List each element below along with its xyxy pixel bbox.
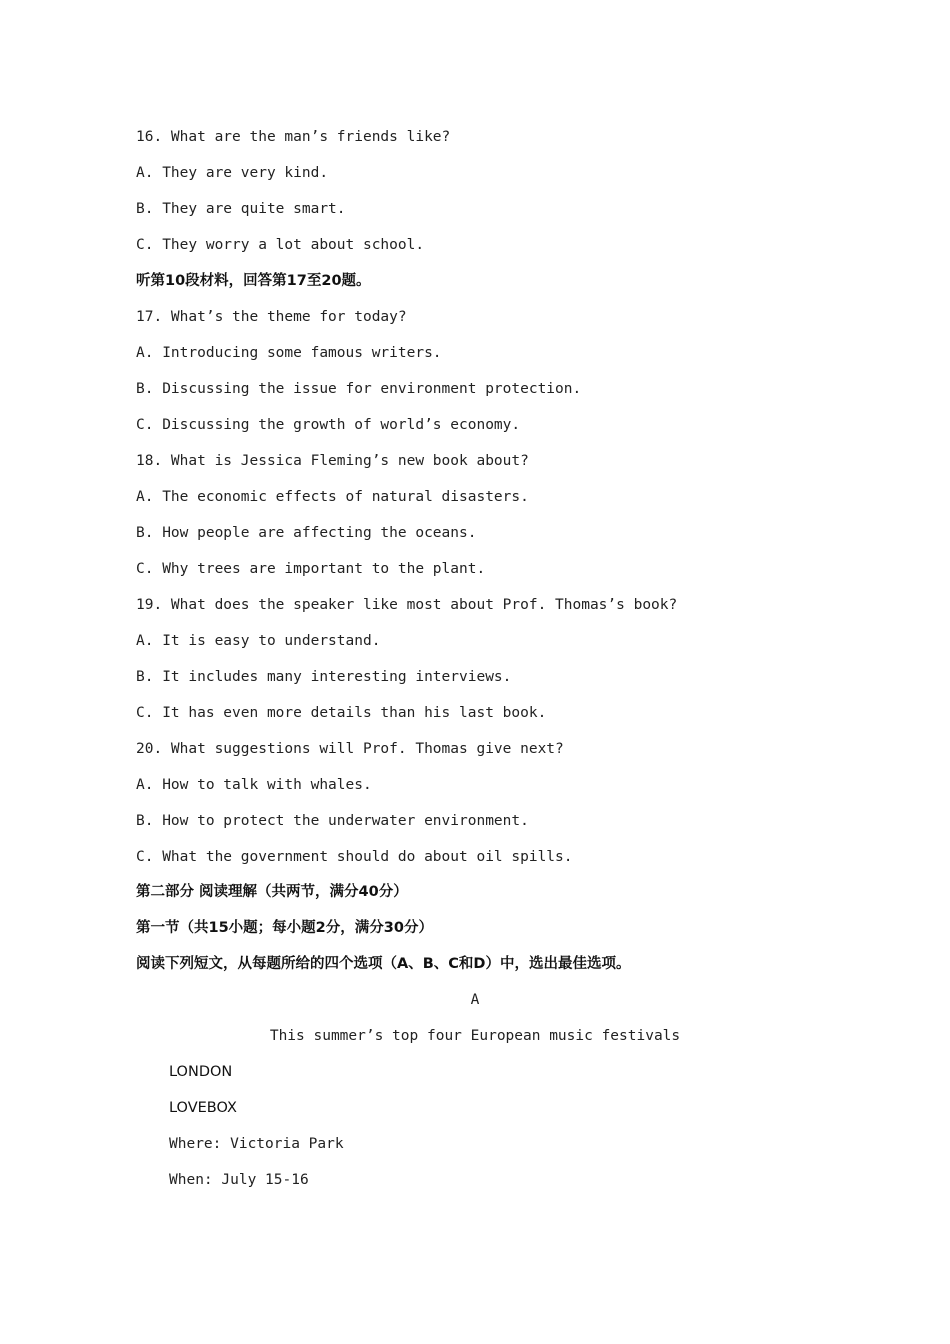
option-17b: B. Discussing the issue for environment protection.: [136, 381, 582, 397]
option-20a: A. How to talk with whales.: [136, 777, 372, 793]
question-17: 17. What’s the theme for today?: [136, 309, 407, 325]
option-18c: C. Why trees are important to the plant.: [136, 561, 486, 577]
passage-where: Where: Victoria Park: [169, 1136, 344, 1152]
passage-festival-name: LOVEBOX: [169, 1100, 237, 1116]
passage-when: When: July 15-16: [169, 1172, 309, 1188]
passage-city: LONDON: [169, 1064, 233, 1080]
passage-label: A: [470, 992, 480, 1008]
option-16c: C. They worry a lot about school.: [136, 237, 425, 253]
option-16b: B. They are quite smart.: [136, 201, 346, 217]
option-18a: A. The economic effects of natural disasters.: [136, 489, 529, 505]
section-10-instruction: 听第10段材料，回答第17至20题。: [136, 273, 371, 289]
part-2-heading: 第二部分 阅读理解（共两节，满分40分）: [136, 884, 408, 900]
option-19c: C. It has even more details than his last book.: [136, 705, 547, 721]
option-17c: C. Discussing the growth of world’s economy.: [136, 417, 521, 433]
option-17a: A. Introducing some famous writers.: [136, 345, 442, 361]
section-1-heading: 第一节（共15小题；每小题2分，满分30分）: [136, 920, 433, 936]
option-16a: A. They are very kind.: [136, 165, 329, 181]
question-16: 16. What are the man’s friends like?: [136, 129, 451, 145]
option-18b: B. How people are affecting the oceans.: [136, 525, 477, 541]
passage-title: This summer’s top four European music festivals: [269, 1028, 681, 1044]
question-20: 20. What suggestions will Prof. Thomas give next?: [136, 741, 564, 757]
reading-instruction: 阅读下列短文，从每题所给的四个选项（A、B、C和D）中，选出最佳选项。: [136, 956, 631, 972]
question-19: 19. What does the speaker like most about Prof. Thomas’s book?: [136, 597, 678, 613]
option-20b: B. How to protect the underwater environment.: [136, 813, 529, 829]
option-20c: C. What the government should do about oil spills.: [136, 849, 573, 865]
question-18: 18. What is Jessica Fleming’s new book about?: [136, 453, 529, 469]
option-19b: B. It includes many interesting interviews.: [136, 669, 512, 685]
option-19a: A. It is easy to understand.: [136, 633, 381, 649]
